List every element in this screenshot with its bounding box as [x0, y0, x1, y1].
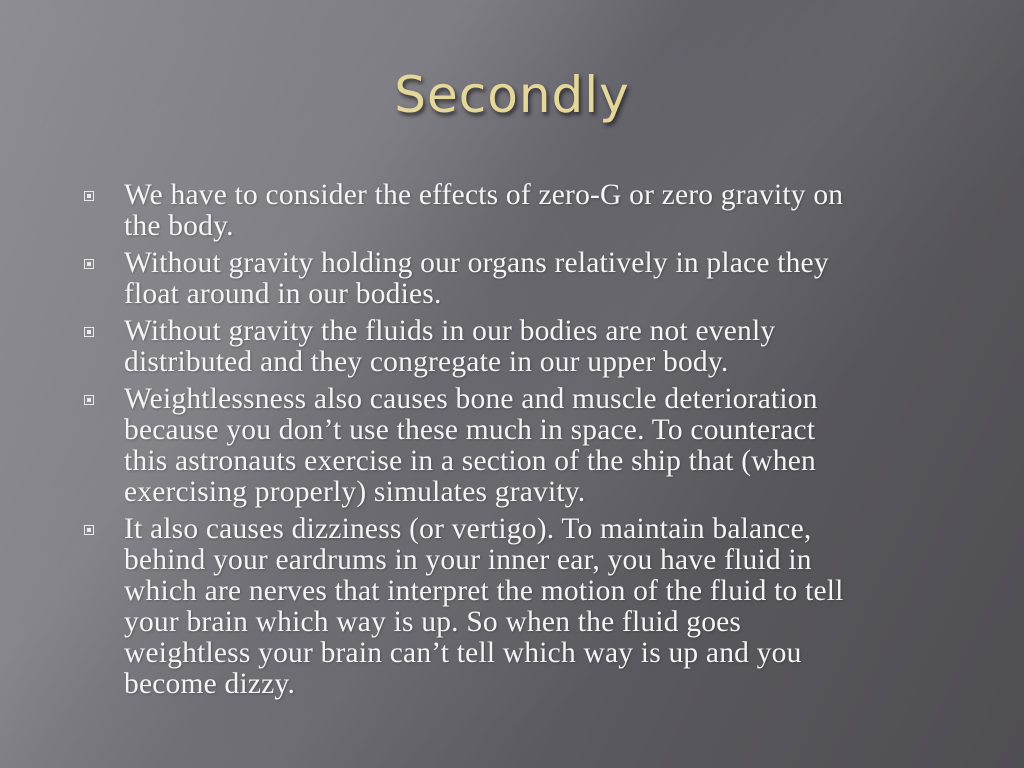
bullet-text-line: We have to consider the effects of zero-G or zero gravity on: [124, 179, 844, 211]
square-bullet-icon: [84, 525, 94, 535]
bullet-list: [84, 180, 984, 706]
bullet-text-line: It also causes dizziness (or vertigo). To maintain balance,: [124, 513, 812, 545]
bullet-text-line: float around in our bodies.: [124, 278, 442, 310]
square-bullet-icon: [84, 327, 94, 337]
square-bullet-icon: [84, 191, 94, 201]
bullet-text-line: Without gravity the fluids in our bodies are not evenly: [124, 315, 776, 347]
bullet-item: [84, 248, 984, 310]
bullet-text-line: the body.: [124, 210, 234, 242]
slide-title: Secondly: [394, 66, 630, 124]
bullet-text-line: Weightlessness also causes bone and muscle deterioration: [124, 383, 818, 415]
bullet-text-line: Without gravity holding our organs relatively in place they: [124, 247, 829, 279]
bullet-item: [84, 316, 984, 378]
bullet-text-line: your brain which way is up. So when the fluid goes: [124, 606, 742, 638]
bullet-text-line: which are nerves that interpret the motion of the fluid to tell: [124, 575, 844, 607]
bullet-text-line: because you don’t use these much in space. To counteract: [124, 414, 816, 446]
bullet-text-line: behind your eardrums in your inner ear, you have fluid in: [124, 544, 812, 576]
square-bullet-icon: [84, 395, 94, 405]
bullet-item: [84, 384, 984, 508]
bullet-text-line: distributed and they congregate in our upper body.: [124, 346, 729, 378]
bullet-text-line: become dizzy.: [124, 668, 296, 700]
bullet-text-line: weightless your brain can’t tell which way is up and you: [124, 637, 802, 669]
bullet-item: [84, 514, 984, 700]
bullet-text-line: this astronauts exercise in a section of the ship that (when: [124, 445, 816, 477]
square-bullet-icon: [84, 259, 94, 269]
bullet-item: [84, 180, 984, 242]
bullet-text-line: exercising properly) simulates gravity.: [124, 476, 586, 508]
